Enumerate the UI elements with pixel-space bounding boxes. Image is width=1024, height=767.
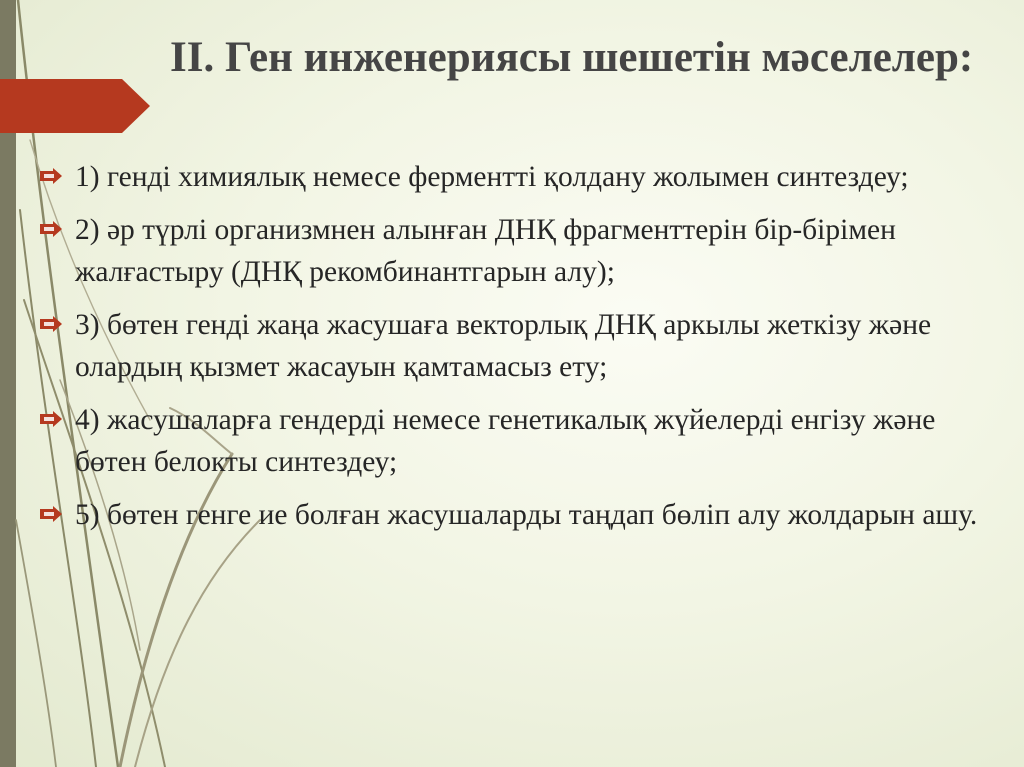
arrow-bullet-icon	[40, 411, 62, 427]
arrow-bullet-icon	[40, 316, 62, 332]
list-item	[38, 209, 1003, 293]
arrow-bullet-icon	[40, 168, 62, 184]
list-item-text: 1) гендi химиялық немесе ферменттi қолдану жолымен синтездеу;	[75, 161, 909, 193]
list-item	[38, 156, 1003, 198]
list-item-text: 5) бөтен генге ие болған жасушаларды таңдап бөлiп алу жолдарын ашу.	[75, 499, 978, 531]
slide-title: II. Ген инженериясы шешетін мәселелер:	[170, 34, 974, 81]
list-item-text: 4) жасушаларға гендердi немесе генетикалық жүйелердi енгiзу және бөтен белокты синтездеу;	[75, 404, 936, 478]
list-item	[38, 399, 1003, 483]
list-item-text: 3) бөтен гендi жаңа жасушаға векторлық ДНҚ аркылы жеткiзу және олардың қызмет жасауын қамтамасыз ету;	[75, 309, 932, 383]
arrow-bullet-icon	[40, 221, 62, 237]
list-item-text: 2) әр түрлi организмнен алынған ДНҚ фрагменттерiн бiр-бiрiмен жалғастыру (ДНҚ рекомбинантгарын алу);	[75, 214, 896, 288]
list-item	[38, 494, 1003, 536]
bullet-list	[38, 156, 1003, 547]
list-item	[38, 304, 1003, 388]
arrow-bullet-icon	[40, 506, 62, 522]
title-accent-tab	[0, 79, 150, 133]
